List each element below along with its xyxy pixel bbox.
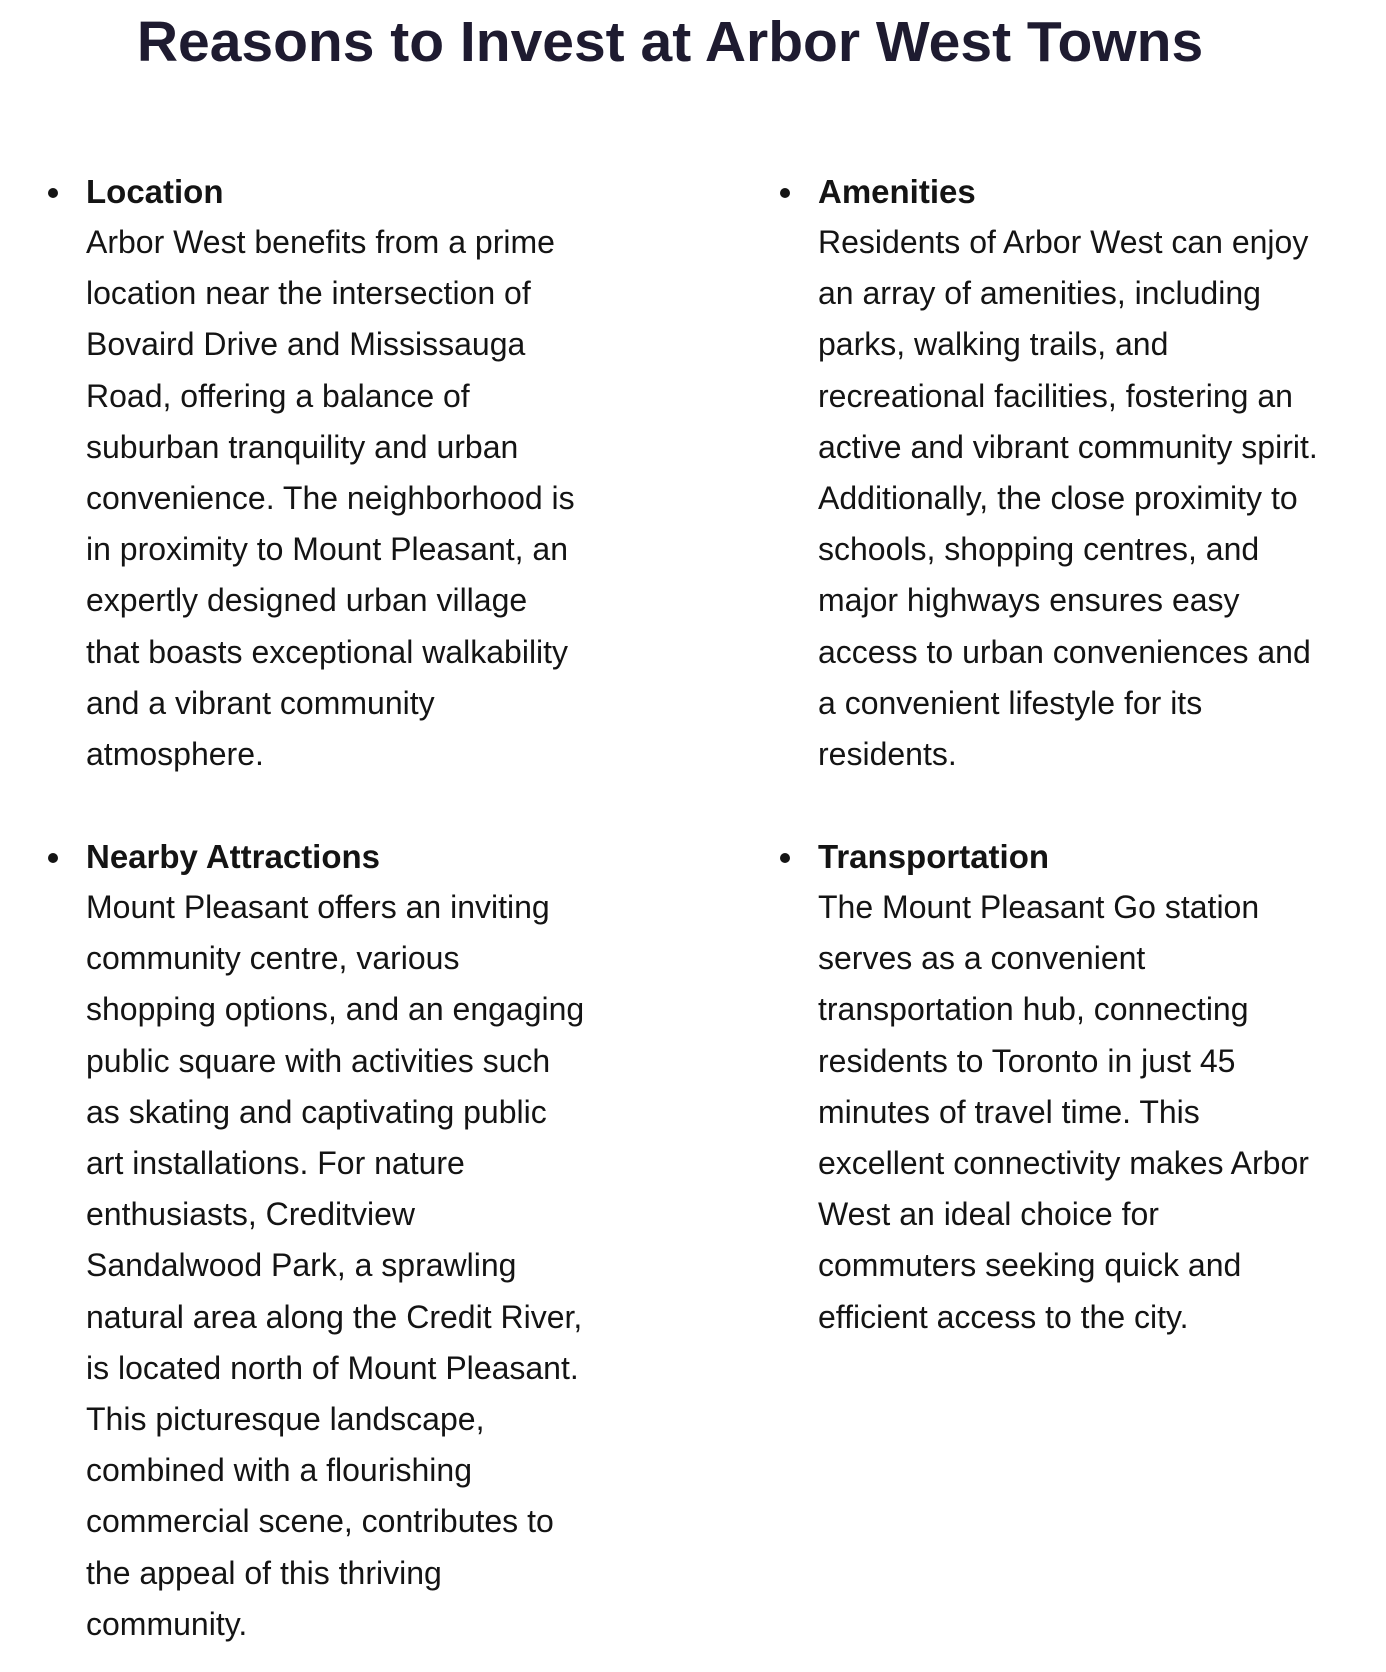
body-line: This picturesque landscape, — [86, 1401, 485, 1438]
body-line: recreational facilities, fostering an — [818, 377, 1293, 414]
body-line: is located north of Mount Pleasant. — [86, 1349, 579, 1386]
section-body — [818, 882, 1386, 1343]
section-amenities — [818, 166, 1386, 780]
section-heading: Location — [86, 173, 224, 210]
section-body — [818, 217, 1386, 780]
body-line: combined with a flourishing — [86, 1452, 472, 1489]
body-line: excellent connectivity makes Arbor — [818, 1145, 1309, 1182]
body-line: efficient access to the city. — [818, 1298, 1189, 1335]
body-line: West an ideal choice for — [818, 1196, 1159, 1233]
body-line: atmosphere. — [86, 736, 264, 773]
body-line: expertly designed urban village — [86, 582, 528, 619]
body-line: active and vibrant community spirit. — [818, 428, 1318, 465]
section-heading: Amenities — [818, 173, 976, 210]
body-line: as skating and captivating public — [86, 1093, 547, 1130]
bullet-icon — [48, 853, 58, 863]
body-line: that boasts exceptional walkability — [86, 633, 569, 670]
body-line: Mount Pleasant offers an inviting — [86, 889, 550, 925]
body-line: community. — [86, 1605, 248, 1642]
body-line: convenience. The neighborhood is — [86, 480, 575, 517]
body-line: serves as a convenient — [818, 940, 1146, 977]
page-title: Reasons to Invest at Arbor West Towns — [136, 10, 1204, 74]
body-line: shopping options, and an engaging — [86, 991, 585, 1028]
body-line: the appeal of this thriving — [86, 1554, 442, 1591]
body-line: Sandalwood Park, a sprawling — [86, 1247, 517, 1284]
section-body — [86, 882, 666, 1650]
body-line: schools, shopping centres, and — [818, 531, 1260, 568]
section-nearby-attractions — [86, 831, 666, 1650]
body-line: commuters seeking quick and — [818, 1247, 1242, 1284]
body-line: art installations. For nature — [86, 1145, 465, 1182]
body-line: suburban tranquility and urban — [86, 428, 519, 465]
body-line: The Mount Pleasant Go station — [818, 889, 1260, 925]
body-line: Residents of Arbor West can enjoy — [818, 224, 1309, 260]
bullet-icon — [48, 188, 58, 198]
body-line: access to urban conveniences and — [818, 633, 1311, 670]
body-line: Bovaird Drive and Mississauga — [86, 326, 526, 363]
body-line: minutes of travel time. This — [818, 1093, 1200, 1130]
body-line: transportation hub, connecting — [818, 991, 1249, 1028]
body-line: an array of amenities, including — [818, 275, 1261, 312]
body-line: a convenient lifestyle for its — [818, 684, 1203, 721]
body-line: natural area along the Credit River, — [86, 1298, 583, 1335]
body-line: Arbor West benefits from a prime — [86, 224, 555, 260]
body-line: location near the intersection of — [86, 275, 531, 312]
body-line: residents to Toronto in just 45 — [818, 1042, 1236, 1079]
bullet-icon — [780, 853, 790, 863]
section-transportation — [818, 831, 1386, 1343]
body-line: major highways ensures easy — [818, 582, 1240, 619]
body-line: residents. — [818, 736, 957, 773]
body-line: public square with activities such — [86, 1042, 551, 1079]
body-line: Additionally, the close proximity to — [818, 480, 1298, 517]
body-line: parks, walking trails, and — [818, 326, 1169, 363]
section-body — [86, 217, 666, 780]
bullet-icon — [780, 188, 790, 198]
body-line: in proximity to Mount Pleasant, an — [86, 531, 569, 568]
section-location — [86, 166, 666, 780]
body-line: commercial scene, contributes to — [86, 1503, 554, 1540]
body-line: community centre, various — [86, 940, 460, 977]
body-line: Road, offering a balance of — [86, 377, 470, 414]
body-line: enthusiasts, Creditview — [86, 1196, 416, 1233]
body-line: and a vibrant community — [86, 684, 435, 721]
section-heading: Nearby Attractions — [86, 838, 381, 875]
section-heading: Transportation — [818, 838, 1050, 875]
